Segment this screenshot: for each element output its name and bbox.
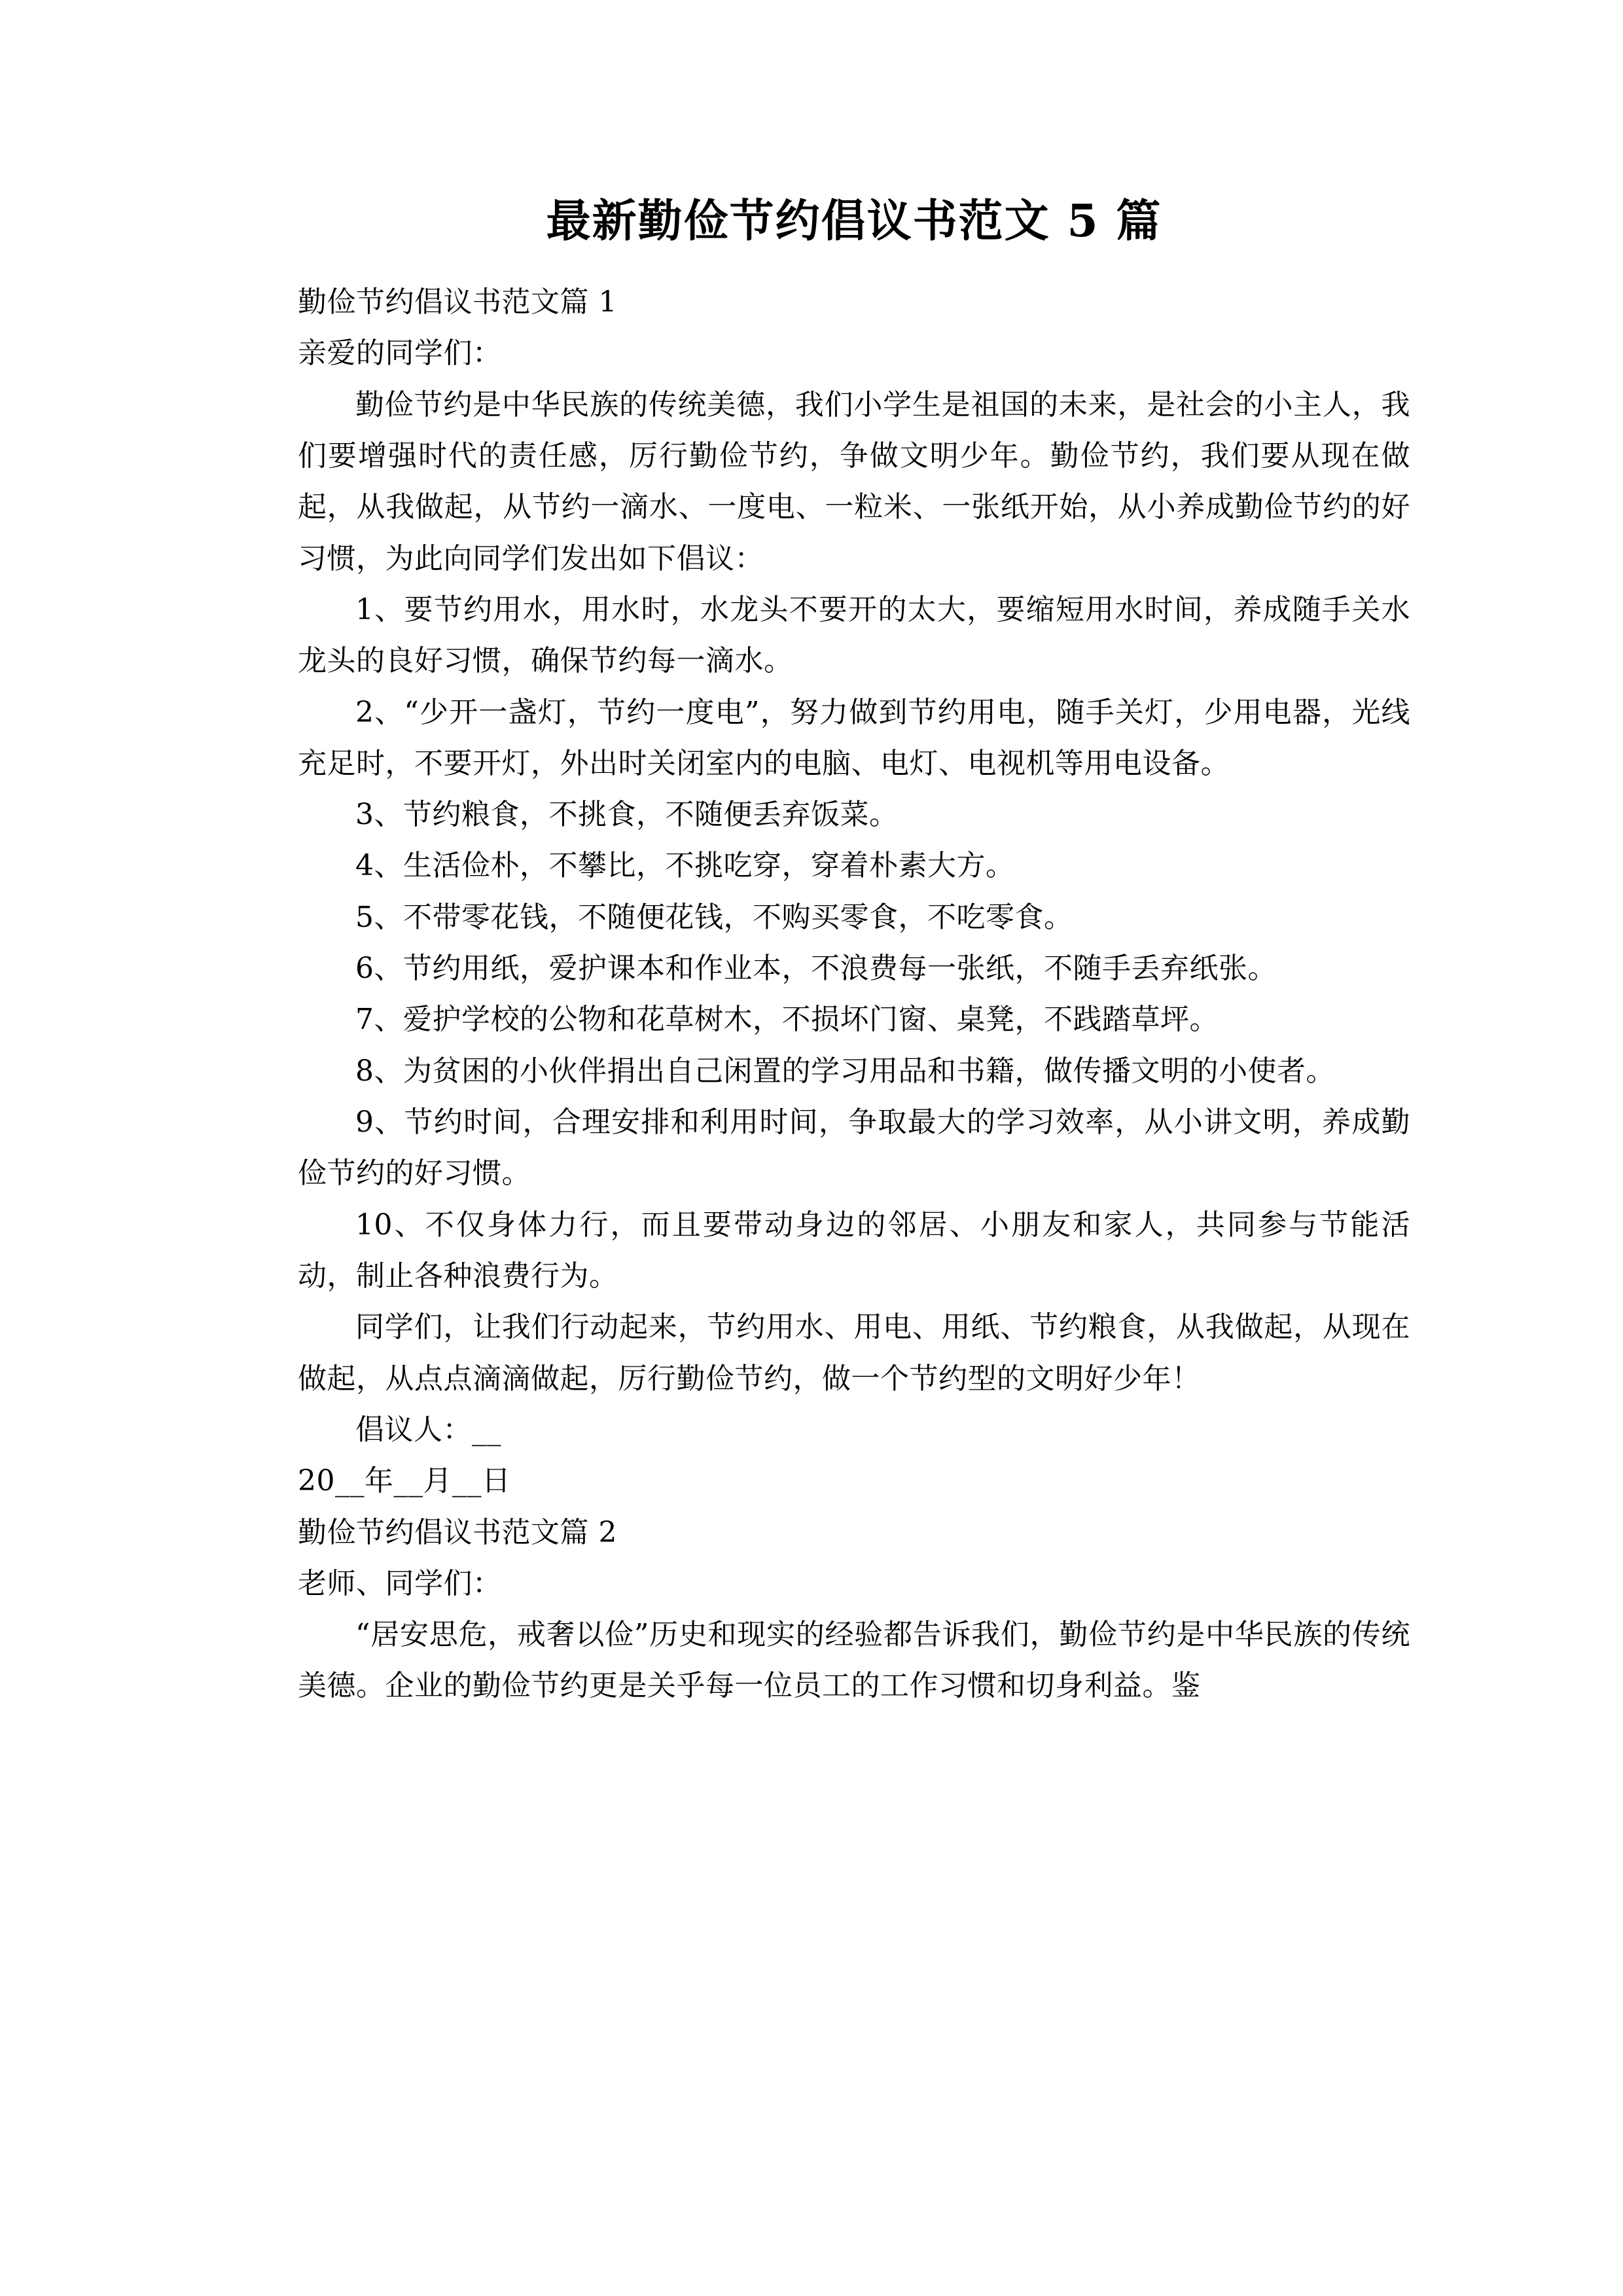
document-body: [298, 0, 1410, 1712]
date-month-blank: __: [393, 1464, 423, 1498]
signature-label: 倡议人：: [355, 1412, 472, 1446]
closing-paragraph-1: 同学们，让我们行动起来，节约用水、用电、用纸、节约粮食，从我做起，从现在做起，从点点滴滴做起，厉行勤俭节约，做一个节约型的文明好少年！: [298, 1310, 1410, 1395]
list-item-6: 6、节约用纸，爱护课本和作业本，不浪费每一张纸，不随手丢弃纸张。: [355, 952, 1277, 986]
salutation-2: 老师、同学们：: [298, 1566, 502, 1600]
page-title: 最新勤俭节约倡议书范文 5 篇: [546, 195, 1162, 247]
signature-blank: __: [472, 1412, 501, 1446]
date-day-unit: 日: [482, 1464, 511, 1498]
list-item-7: 7、爱护学校的公物和花草树木，不损坏门窗、桌凳，不践踏草坪。: [355, 1003, 1219, 1037]
list-item-2: 2、“少开一盏灯，节约一度电”，努力做到节约用电，随手关灯，少用电器，光线充足时，不要开灯，外出时关闭室内的电脑、电灯、电视机等用电设备。: [298, 695, 1410, 780]
date-year-prefix: 20: [298, 1464, 335, 1498]
date-month-unit: 月: [423, 1464, 452, 1498]
date-year-unit: 年: [365, 1464, 394, 1498]
salutation-1: 亲爱的同学们：: [298, 336, 502, 370]
date-day-blank: __: [452, 1464, 482, 1498]
signature-line: [298, 1405, 1410, 1456]
list-item-5: 5、不带零花钱，不随便花钱，不购买零食，不吃零食。: [355, 900, 1073, 934]
opening-paragraph-1: 勤俭节约是中华民族的传统美德，我们小学生是祖国的未来，是社会的小主人，我们要增强时代的责任感，厉行勤俭节约，争做文明少年。勤俭节约，我们要从现在做起，从我做起，从节约一滴水、一度电、一粒米、一张纸开始，从小养成勤俭节约的好习惯，为此向同学们发出如下倡议：: [298, 387, 1410, 575]
list-item-1: 1、要节约用水，用水时，水龙头不要开的太大，要缩短用水时间，养成随手关水龙头的良好习惯，确保节约每一滴水。: [298, 592, 1410, 678]
list-item-8: 8、为贫困的小伙伴捐出自己闲置的学习用品和书籍，做传播文明的小使者。: [355, 1054, 1335, 1088]
list-item-3: 3、节约粮食，不挑食，不随便丢弃饭菜。: [355, 798, 899, 832]
section-heading-1: 勤俭节约倡议书范文篇 1: [298, 285, 617, 319]
list-item-4: 4、生活俭朴，不攀比，不挑吃穿，穿着朴素大方。: [355, 849, 1015, 883]
section-heading-2: 勤俭节约倡议书范文篇 2: [298, 1515, 617, 1549]
opening-paragraph-2: “居安思危，戒奢以俭”历史和现实的经验都告诉我们，勤俭节约是中华民族的传统美德。企业的勤俭节约更是关乎每一位员工的工作习惯和切身利益。鉴: [298, 1618, 1410, 1703]
title-spacer: [298, 249, 1410, 277]
date-line: [298, 1456, 1410, 1507]
list-item-10: 10、不仅身体力行，而且要带动身边的邻居、小朋友和家人，共同参与节能活动，制止各种浪费行为。: [298, 1208, 1410, 1293]
list-item-9: 9、节约时间，合理安排和利用时间，争取最大的学习效率，从小讲文明，养成勤俭节约的好习惯。: [298, 1105, 1410, 1191]
date-year-blank: __: [335, 1464, 365, 1498]
